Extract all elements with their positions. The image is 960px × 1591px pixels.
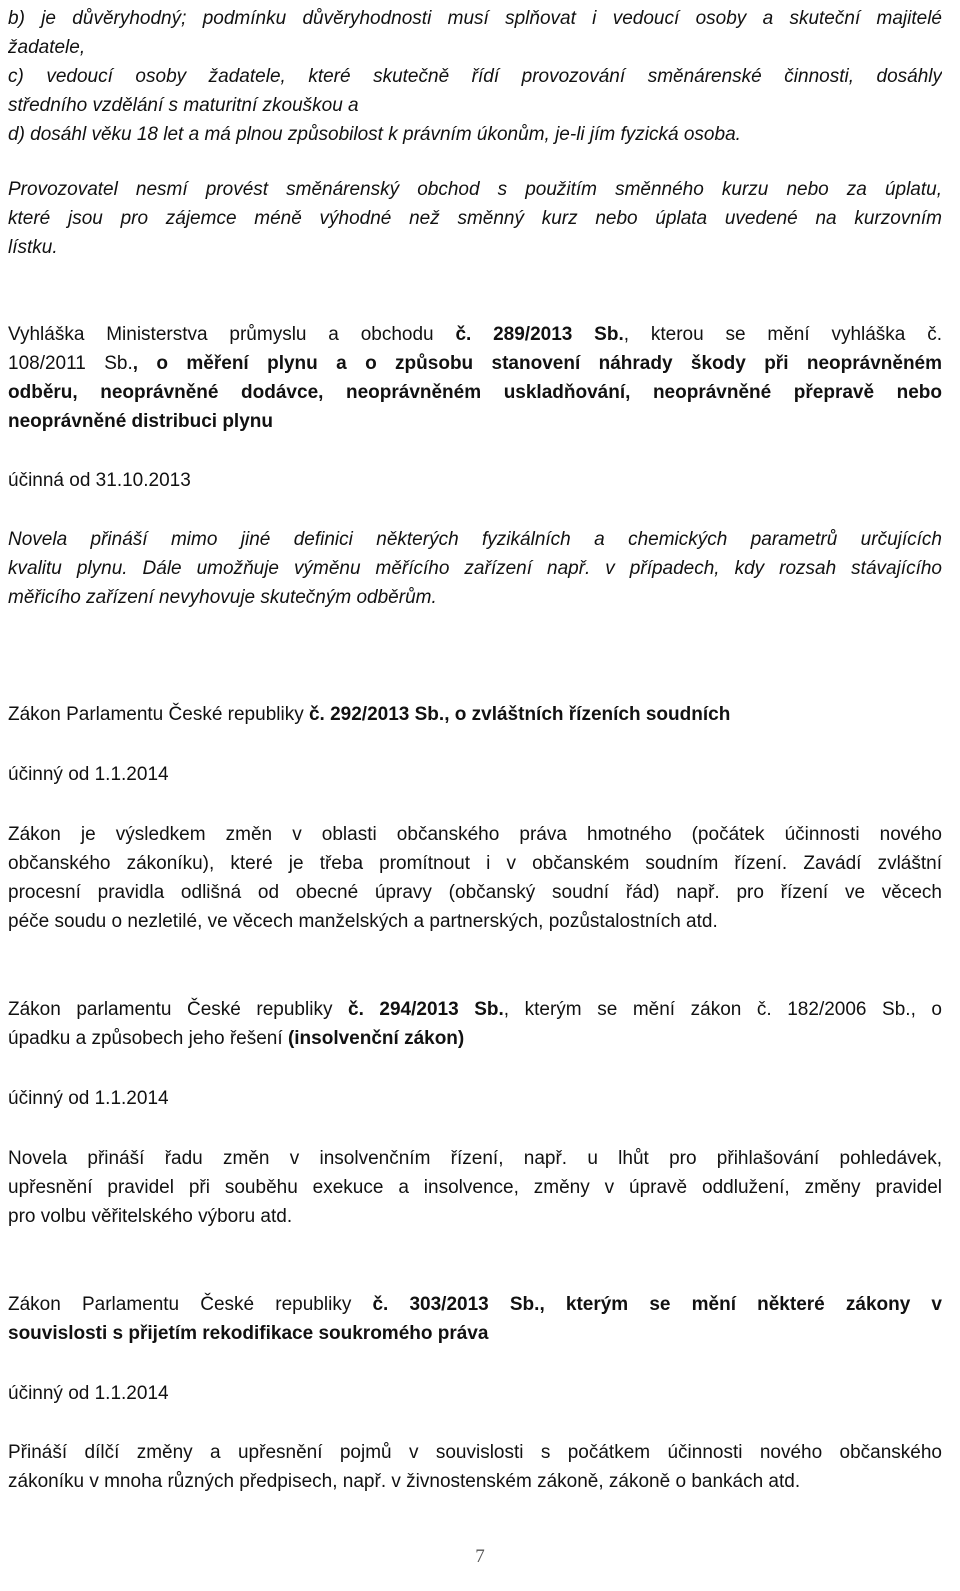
zakon303-desc-line1: Přináší dílčí změny a upřesnění pojmů v souvislosti s počátkem účinnosti nového občanského — [8, 1442, 942, 1463]
zakon294-effective-date: účinný od 1.1.2014 — [8, 1088, 169, 1109]
condition-b-line2: žadatele, — [8, 37, 86, 58]
vyhlaska-number: č. 289/2013 Sb. — [455, 324, 624, 345]
vyhlaska-effective-date: účinná od 31.10.2013 — [8, 470, 191, 491]
zakon294-subject: úpadku a způsobech jeho řešení — [8, 1028, 288, 1049]
zakon294-desc-line2: upřesnění pravidel při souběhu exekuce a insolvence, změny v úpravě oddlužení, změny pravidel — [8, 1177, 942, 1198]
zakon294-short-name: (insolvenční zákon) — [287, 1028, 465, 1049]
zakon292-subject: , o zvláštních řízeních soudních — [444, 704, 731, 725]
zakon294-heading-line1 — [8, 995, 942, 1024]
zakon294-desc-line1: Novela přináší řadu změn v insolvenčním řízení, např. u lhůt pro přihlašování pohledávek, — [8, 1148, 942, 1169]
vyhlaska-amends: , kterou se mění vyhláška č. — [623, 324, 942, 345]
vyhlaska-amended-number: 108/2011 Sb. — [8, 353, 133, 374]
vyhlaska-heading-line3: odběru, neoprávněné dodávce, neoprávněném uskladňování, neoprávněné přepravě nebo — [8, 382, 942, 403]
provozovatel-line3: lístku. — [8, 237, 58, 258]
zakon292-number: č. 292/2013 Sb. — [308, 704, 445, 725]
vyhlaska-desc-line3: měřicího zařízení nevyhovuje skutečným odběrům. — [8, 587, 437, 608]
vyhlaska-desc-line2: kvalitu plynu. Dále umožňuje výměnu měřícího zařízení např. v případech, kdy rozsah stávajícího — [8, 558, 942, 579]
vyhlaska-heading-line4: neoprávněné distribuci plynu — [8, 411, 273, 432]
zakon292-title-prefix: Zákon Parlamentu České republiky — [8, 704, 309, 725]
zakon303-heading-line1 — [8, 1290, 942, 1319]
zakon294-title-prefix: Zákon parlamentu České republiky — [8, 999, 349, 1020]
vyhlaska-title-prefix: Vyhláška Ministerstva průmyslu a obchodu — [8, 324, 456, 345]
zakon292-effective-date: účinný od 1.1.2014 — [8, 764, 169, 785]
zakon294-heading-line2 — [8, 1024, 942, 1053]
provozovatel-line1: Provozovatel nesmí provést směnárenský obchod s použitím směnného kurzu nebo za úplatu, — [8, 179, 942, 200]
zakon294-amends: , kterým se mění zákon č. 182/2006 Sb., o — [503, 999, 942, 1020]
vyhlaska-desc-line1: Novela přináší mimo jiné definici některých fyzikálních a chemických parametrů určujících — [8, 529, 942, 550]
vyhlaska-heading-line2 — [8, 349, 942, 378]
zakon292-heading — [8, 700, 942, 729]
zakon294-desc-line3: pro volbu věřitelského výboru atd. — [8, 1206, 293, 1227]
vyhlaska-heading-line1 — [8, 320, 942, 349]
condition-c-line2: středního vzdělání s maturitní zkouškou a — [8, 95, 359, 116]
page-number: 7 — [475, 1546, 485, 1567]
condition-c-line1: c) vedoucí osoby žadatele, které skutečně řídí provozování směnárenské činnosti, dosáhly — [8, 66, 942, 87]
zakon292-desc-line3: procesní pravidla odlišná od obecné úpravy (občanský soudní řád) např. pro řízení ve věcech — [8, 882, 942, 903]
vyhlaska-subject-part1: , o měření plynu a o způsobu stanovení náhrady škody při neoprávněném — [132, 353, 942, 374]
zakon292-desc-line1: Zákon je výsledkem změn v oblasti občanského práva hmotného (počátek účinnosti nového — [8, 824, 942, 845]
zakon303-desc-line2: zákoníku v mnoha různých předpisech, např. v živnostenském zákoně, zákoně o bankách atd. — [8, 1471, 801, 1492]
zakon294-number: č. 294/2013 Sb. — [348, 999, 504, 1020]
zakon303-title-prefix: Zákon Parlamentu České republiky — [8, 1294, 373, 1315]
condition-b-line1: b) je důvěryhodný; podmínku důvěryhodnosti musí splňovat i vedoucí osoby a skuteční majitelé — [8, 8, 942, 29]
condition-d: d) dosáhl věku 18 let a má plnou způsobilost k právním úkonům, je-li jím fyzická osoba. — [8, 124, 741, 145]
zakon303-effective-date: účinný od 1.1.2014 — [8, 1383, 169, 1404]
zakon292-desc-line2: občanského zákoníku), které je třeba promítnout i v občanském soudním řízení. Zavádí zvláštní — [8, 853, 942, 874]
zakon303-number-subject: č. 303/2013 Sb., kterým se mění některé zákony v — [372, 1294, 942, 1315]
zakon292-desc-line4: péče soudu o nezletilé, ve věcech manželských a partnerských, pozůstalostních atd. — [8, 911, 718, 932]
provozovatel-line2: které jsou pro zájemce méně výhodné než směnný kurz nebo úplata uvedené na kurzovním — [8, 208, 942, 229]
zakon303-heading-line2: souvislosti s přijetím rekodifikace soukromého práva — [8, 1323, 489, 1344]
